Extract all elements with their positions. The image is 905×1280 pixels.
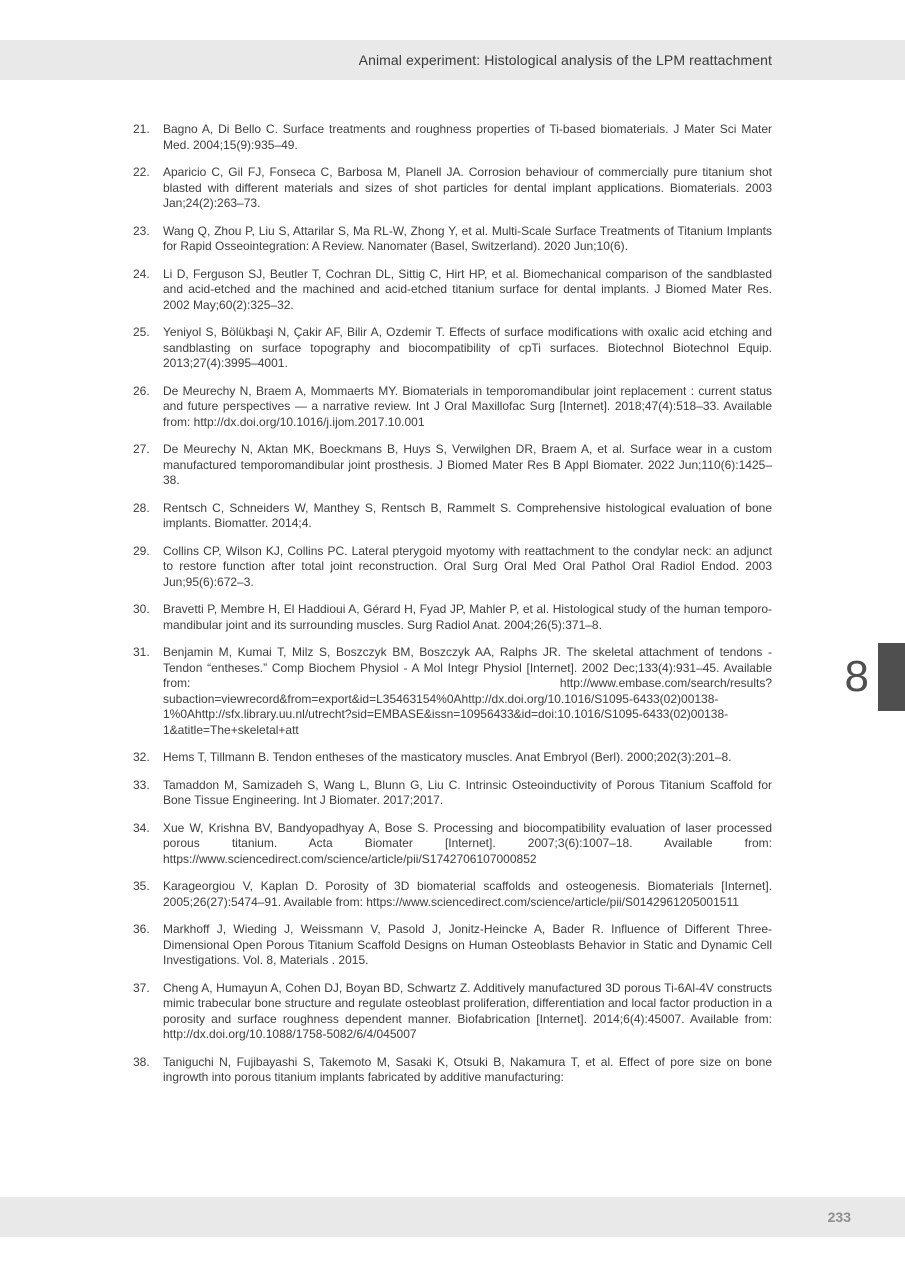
reference-item xyxy=(133,778,772,809)
reference-text: Collins CP, Wilson KJ, Collins PC. Lateral pterygoid myotomy with reattachment to the condylar neck: an adjunct to restore function after total joint reconstruction. Oral Surg Oral Med Oral Pathol Oral Radiol Endod. 2003 Jun;95(6):672–3. xyxy=(163,543,772,589)
reference-text: Cheng A, Humayun A, Cohen DJ, Boyan BD, Schwartz Z. Additively manufactured 3D porous Ti-6Al-4V constructs mimic trabecular bone structure and regulate osteoblast proliferation, differentiation and local factor production in a porosity and surface roughness dependent manner. Biofabrication [Internet]. 2014;6(4):45007. Available from: http://dx.doi.org/10.1088/1758-5082/6/4/045007 xyxy=(163,980,772,1041)
reference-text: Hems T, Tillmann B. Tendon entheses of the masticatory muscles. Anat Embryol (Berl). 2000;202(3):201–8. xyxy=(163,750,732,764)
reference-text: Bravetti P, Membre H, El Haddioui A, Gérard H, Fyad JP, Mahler P, et al. Histological study of the human temporo-mandibular joint and its surrounding muscles. Surg Radiol Anat. 2004;26(5):371–8. xyxy=(163,602,772,632)
reference-text: Rentsch C, Schneiders W, Manthey S, Rentsch B, Rammelt S. Comprehensive histological evaluation of bone implants. Biomatter. 2014;4. xyxy=(163,500,772,530)
reference-number: 36. xyxy=(133,922,150,936)
reference-item xyxy=(133,645,772,738)
reference-number: 24. xyxy=(133,266,150,281)
reference-text: Markhoff J, Wieding J, Weissmann V, Pasold J, Jonitz-Heincke A, Bader R. Influence of Different Three-Dimensional Open Porous Titanium Scaffold Designs on Human Osteoblasts Behavior in Static and Dynamic Cell Investigations. Vol. 8, Materials . 2015. xyxy=(163,922,772,967)
reference-text: De Meurechy N, Braem A, Mommaerts MY. Biomaterials in temporomandibular joint replacement : current status and future perspectives — a narrative review. Int J Oral Maxillofac Surg [Internet]. 2018;47(4):518–33. Available from: http://dx.doi.org/10.1016/j.ijom.2017.10.001 xyxy=(163,383,772,429)
reference-item xyxy=(133,501,772,532)
chapter-marker xyxy=(845,643,905,711)
reference-item xyxy=(133,879,772,910)
reference-number: 25. xyxy=(133,325,150,339)
running-header: Animal experiment: Histological analysis of the LPM reattachment xyxy=(358,52,772,68)
reference-item xyxy=(133,325,772,372)
reference-number: 28. xyxy=(133,500,150,515)
reference-number: 33. xyxy=(133,777,150,792)
reference-item xyxy=(133,602,772,633)
reference-number: 21. xyxy=(133,122,150,136)
reference-number: 37. xyxy=(133,980,150,995)
reference-text: Karageorgiou V, Kaplan D. Porosity of 3D biomaterial scaffolds and osteogenesis. Biomaterials [Internet]. 2005;26(27):5474–91. Available from: https://www.sciencedirect.com/science/article/pii/S0142961205001511 xyxy=(163,879,772,909)
page-number: 233 xyxy=(827,1209,851,1225)
chapter-tab xyxy=(878,643,905,711)
reference-item xyxy=(133,821,772,868)
reference-text: Tamaddon M, Samizadeh S, Wang L, Blunn G, Liu C. Intrinsic Osteoinductivity of Porous Titanium Scaffold for Bone Tissue Engineering. Int J Biomater. 2017;2017. xyxy=(163,777,772,807)
reference-list xyxy=(133,122,772,1086)
reference-text: Yeniyol S, Bölükbaşi N, Çakir AF, Bilir A, Ozdemir T. Effects of surface modifications with oxalic acid etching and sandblasting on surface topography and biocompatibility of cpTi surfaces. Biotechnol Biotechnol Equip. 2013;27(4):3995–4001. xyxy=(163,325,772,370)
reference-item xyxy=(133,384,772,431)
reference-number: 27. xyxy=(133,442,150,456)
reference-item xyxy=(133,750,772,766)
reference-item xyxy=(133,267,772,314)
reference-item xyxy=(133,442,772,489)
reference-text: Bagno A, Di Bello C. Surface treatments and roughness properties of Ti-based biomaterials. J Mater Sci Mater Med. 2004;15(9):935–49. xyxy=(163,122,772,152)
reference-number: 30. xyxy=(133,602,150,616)
reference-text: Taniguchi N, Fujibayashi S, Takemoto M, Sasaki K, Otsuki B, Nakamura T, et al. Effect of pore size on bone ingrowth into porous titanium implants fabricated by additive manufacturing: xyxy=(163,1054,772,1084)
reference-item xyxy=(133,224,772,255)
reference-item xyxy=(133,122,772,153)
reference-text: Aparicio C, Gil FJ, Fonseca C, Barbosa M, Planell JA. Corrosion behaviour of commercially pure titanium shot blasted with different materials and sizes of shot particles for dental implant applications. Biomaterials. 2003 Jan;24(2):263–73. xyxy=(163,165,772,210)
reference-item xyxy=(133,1055,772,1086)
reference-item xyxy=(133,922,772,969)
reference-text: Benjamin M, Kumai T, Milz S, Boszczyk BM, Boszczyk AA, Ralphs JR. The skeletal attachment of tendons - Tendon “entheses.” Comp Biochem Physiol - A Mol Integr Physiol [Internet]. 2002 Dec;133(4):931–45. Available from: http://www.embase.com/search/results?subaction=viewrecord&from=export&id=L35463154%0Ahttp://dx.doi.org/10.1016/S1095-6433(02)00138-1%0Ahttp://sfx.library.uu.nl/utrecht?sid=EMBASE&issn=10956433&id=doi:10.1016/S1095-6433(02)00138-1&atitle=The+skeletal+att xyxy=(163,645,772,737)
reference-item xyxy=(133,165,772,212)
reference-item xyxy=(133,981,772,1043)
reference-text: De Meurechy N, Aktan MK, Boeckmans B, Huys S, Verwilghen DR, Braem A, et al. Surface wear in a custom manufactured temporomandibular joint prosthesis. J Biomed Mater Res B Appl Biomater. 2022 Jun;110(6):1425–38. xyxy=(163,442,772,487)
reference-number: 23. xyxy=(133,223,150,238)
chapter-number: 8 xyxy=(844,652,869,701)
reference-number: 35. xyxy=(133,879,150,893)
reference-text: Li D, Ferguson SJ, Beutler T, Cochran DL, Sittig C, Hirt HP, et al. Biomechanical comparison of the sandblasted and acid-etched and the machined and acid-etched titanium surface for dental implants. J Biomed Mater Res. 2002 May;60(2):325–32. xyxy=(163,266,772,312)
reference-number: 29. xyxy=(133,543,150,558)
page-footer-bar xyxy=(0,1197,905,1237)
reference-item xyxy=(133,544,772,591)
reference-number: 38. xyxy=(133,1054,150,1069)
reference-text: Xue W, Krishna BV, Bandyopadhyay A, Bose S. Processing and biocompatibility evaluation of laser processed porous titanium. Acta Biomater [Internet]. 2007;3(6):1007–18. Available from: https://www.sciencedirect.com/science/article/pii/S1742706107000852 xyxy=(163,820,772,866)
references-section xyxy=(133,122,772,1185)
reference-number: 22. xyxy=(133,165,150,179)
reference-number: 34. xyxy=(133,820,150,835)
reference-number: 26. xyxy=(133,383,150,398)
reference-number: 32. xyxy=(133,750,150,764)
reference-text: Wang Q, Zhou P, Liu S, Attarilar S, Ma RL-W, Zhong Y, et al. Multi-Scale Surface Treatments of Titanium Implants for Rapid Osseointegration: A Review. Nanomater (Basel, Switzerland). 2020 Jun;10(6). xyxy=(163,223,772,253)
page-header-bar xyxy=(0,40,905,80)
reference-number: 31. xyxy=(133,645,150,659)
